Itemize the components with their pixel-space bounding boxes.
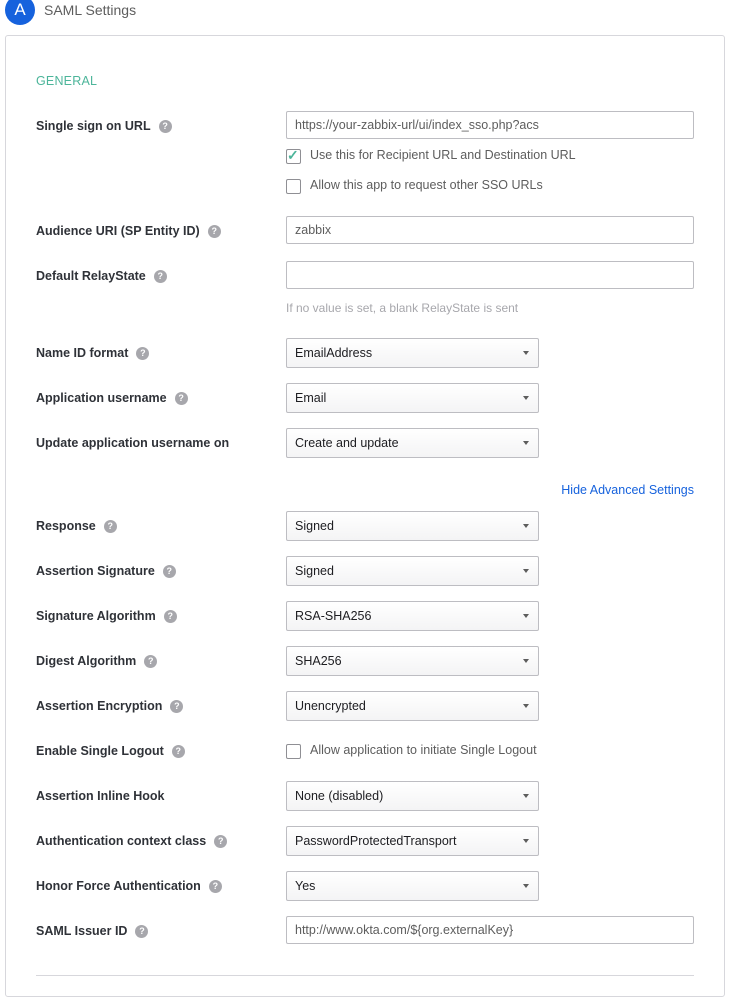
force-auth-label: Honor Force Authentication ? bbox=[36, 879, 222, 893]
select-value: RSA-SHA256 bbox=[295, 609, 372, 623]
assertion-encryption-select[interactable] bbox=[286, 691, 539, 721]
step-badge: A bbox=[5, 0, 35, 25]
issuer-id-input[interactable] bbox=[286, 916, 694, 944]
help-icon[interactable]: ? bbox=[159, 120, 172, 133]
relay-state-hint: If no value is set, a blank RelayState is sent bbox=[286, 301, 519, 315]
help-icon[interactable]: ? bbox=[208, 225, 221, 238]
select-value: Unencrypted bbox=[295, 699, 366, 713]
auth-context-label: Authentication context class ? bbox=[36, 834, 227, 848]
help-icon[interactable]: ? bbox=[172, 745, 185, 758]
assertion-signature-select[interactable] bbox=[286, 556, 539, 586]
select-value: Create and update bbox=[295, 436, 399, 450]
name-id-label: Name ID format ? bbox=[36, 346, 149, 360]
update-on-label: Update application username on bbox=[36, 436, 230, 450]
help-icon[interactable]: ? bbox=[175, 392, 188, 405]
help-icon[interactable]: ? bbox=[164, 610, 177, 623]
digest-algorithm-select[interactable] bbox=[286, 646, 539, 676]
dropdown-arrow-icon bbox=[523, 659, 529, 663]
dropdown-arrow-icon bbox=[523, 614, 529, 618]
recipient-checkbox[interactable] bbox=[286, 149, 301, 164]
signature-algorithm-label: Signature Algorithm ? bbox=[36, 609, 177, 623]
dropdown-arrow-icon bbox=[523, 524, 529, 528]
response-label: Response ? bbox=[36, 519, 117, 533]
inline-hook-label: Assertion Inline Hook bbox=[36, 789, 165, 803]
select-value: SHA256 bbox=[295, 654, 342, 668]
select-value: Signed bbox=[295, 519, 334, 533]
other-sso-checkbox-label: Allow this app to request other SSO URLs bbox=[310, 178, 543, 192]
hide-advanced-settings-link[interactable]: Hide Advanced Settings bbox=[561, 483, 694, 497]
digest-algorithm-label: Digest Algorithm ? bbox=[36, 654, 157, 668]
dropdown-arrow-icon bbox=[523, 396, 529, 400]
audience-input[interactable] bbox=[286, 216, 694, 244]
audience-label: Audience URI (SP Entity ID) ? bbox=[36, 224, 221, 238]
response-select[interactable] bbox=[286, 511, 539, 541]
signature-algorithm-select[interactable] bbox=[286, 601, 539, 631]
dropdown-arrow-icon bbox=[523, 351, 529, 355]
relay-state-input[interactable] bbox=[286, 261, 694, 289]
dropdown-arrow-icon bbox=[523, 884, 529, 888]
dropdown-arrow-icon bbox=[523, 839, 529, 843]
single-logout-label: Enable Single Logout ? bbox=[36, 744, 185, 758]
help-icon[interactable]: ? bbox=[136, 347, 149, 360]
recipient-checkbox-label: Use this for Recipient URL and Destination URL bbox=[310, 148, 576, 162]
relay-state-label: Default RelayState ? bbox=[36, 269, 167, 283]
dropdown-arrow-icon bbox=[523, 794, 529, 798]
name-id-select[interactable] bbox=[286, 338, 539, 368]
sso-url-input[interactable] bbox=[286, 111, 694, 139]
dropdown-arrow-icon bbox=[523, 704, 529, 708]
help-icon[interactable]: ? bbox=[163, 565, 176, 578]
single-logout-checkbox[interactable] bbox=[286, 744, 301, 759]
help-icon[interactable]: ? bbox=[104, 520, 117, 533]
update-on-select[interactable] bbox=[286, 428, 539, 458]
page-title: SAML Settings bbox=[44, 2, 137, 18]
force-auth-select[interactable] bbox=[286, 871, 539, 901]
select-value: None (disabled) bbox=[295, 789, 384, 803]
auth-context-select[interactable] bbox=[286, 826, 539, 856]
select-value: Yes bbox=[295, 879, 316, 893]
header bbox=[0, 0, 730, 30]
help-icon[interactable]: ? bbox=[209, 880, 222, 893]
dropdown-arrow-icon bbox=[523, 441, 529, 445]
select-value: EmailAddress bbox=[295, 346, 373, 360]
help-icon[interactable]: ? bbox=[170, 700, 183, 713]
select-value: PasswordProtectedTransport bbox=[295, 834, 457, 848]
select-value: Email bbox=[295, 391, 327, 405]
section-heading: GENERAL bbox=[36, 74, 98, 88]
single-logout-checkbox-label: Allow application to initiate Single Logout bbox=[310, 743, 537, 757]
app-username-label: Application username ? bbox=[36, 391, 188, 405]
help-icon[interactable]: ? bbox=[135, 925, 148, 938]
issuer-id-label: SAML Issuer ID ? bbox=[36, 924, 148, 938]
select-value: Signed bbox=[295, 564, 334, 578]
sso-url-label: Single sign on URL ? bbox=[36, 119, 172, 133]
app-username-select[interactable] bbox=[286, 383, 539, 413]
divider bbox=[36, 975, 694, 976]
assertion-encryption-label: Assertion Encryption ? bbox=[36, 699, 183, 713]
dropdown-arrow-icon bbox=[523, 569, 529, 573]
help-icon[interactable]: ? bbox=[214, 835, 227, 848]
assertion-signature-label: Assertion Signature ? bbox=[36, 564, 176, 578]
help-icon[interactable]: ? bbox=[154, 270, 167, 283]
check-icon: ✓ bbox=[287, 147, 299, 163]
other-sso-checkbox[interactable] bbox=[286, 179, 301, 194]
inline-hook-select[interactable] bbox=[286, 781, 539, 811]
help-icon[interactable]: ? bbox=[144, 655, 157, 668]
